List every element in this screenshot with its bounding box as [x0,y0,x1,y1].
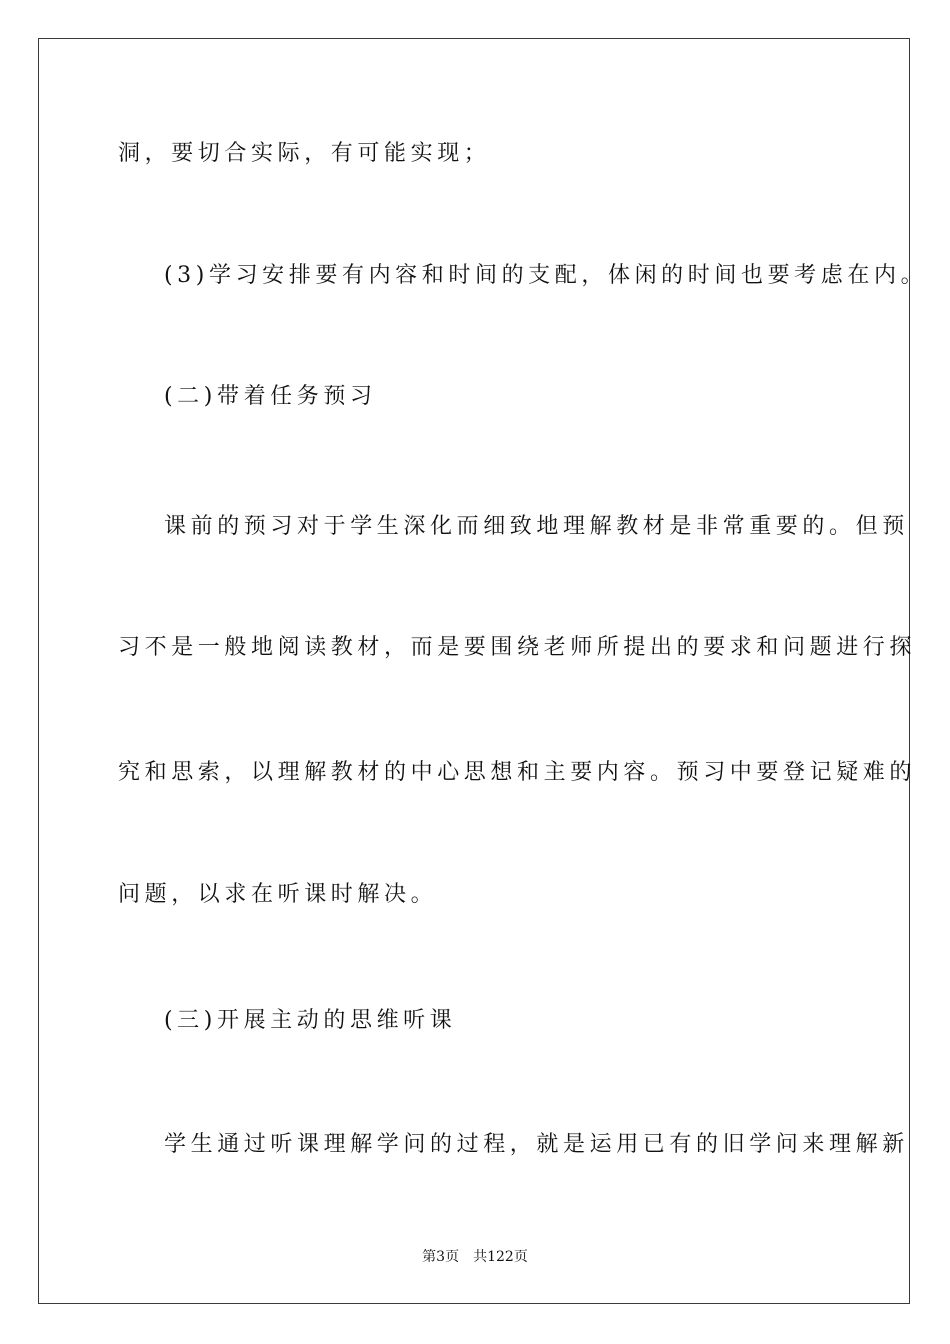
text-line: 课前的预习对于学生深化而细致地理解教材是非常重要的。但预 [164,514,909,539]
page-border [38,38,910,1304]
page-number: 第3页 [422,1249,460,1265]
text-line: 习不是一般地阅读教材，而是要围绕老师所提出的要求和问题进行探 [118,635,917,660]
page-total: 共122页 [473,1249,528,1265]
text-line: 学生通过听课理解学问的过程，就是运用已有的旧学问来理解新 [164,1132,909,1157]
section-heading: (二)带着任务预习 [164,384,377,409]
text-line: (3)学习安排要有内容和时间的支配，体闲的时间也要考虑在内。 [164,263,928,288]
text-line: 究和思索，以理解教材的中心思想和主要内容。预习中要登记疑难的 [118,760,917,785]
text-line: 问题，以求在听课时解决。 [118,882,438,907]
section-heading: (三)开展主动的思维听课 [164,1008,457,1033]
text-line: 洞，要切合实际，有可能实现； [118,141,491,166]
page-footer [0,1247,950,1267]
